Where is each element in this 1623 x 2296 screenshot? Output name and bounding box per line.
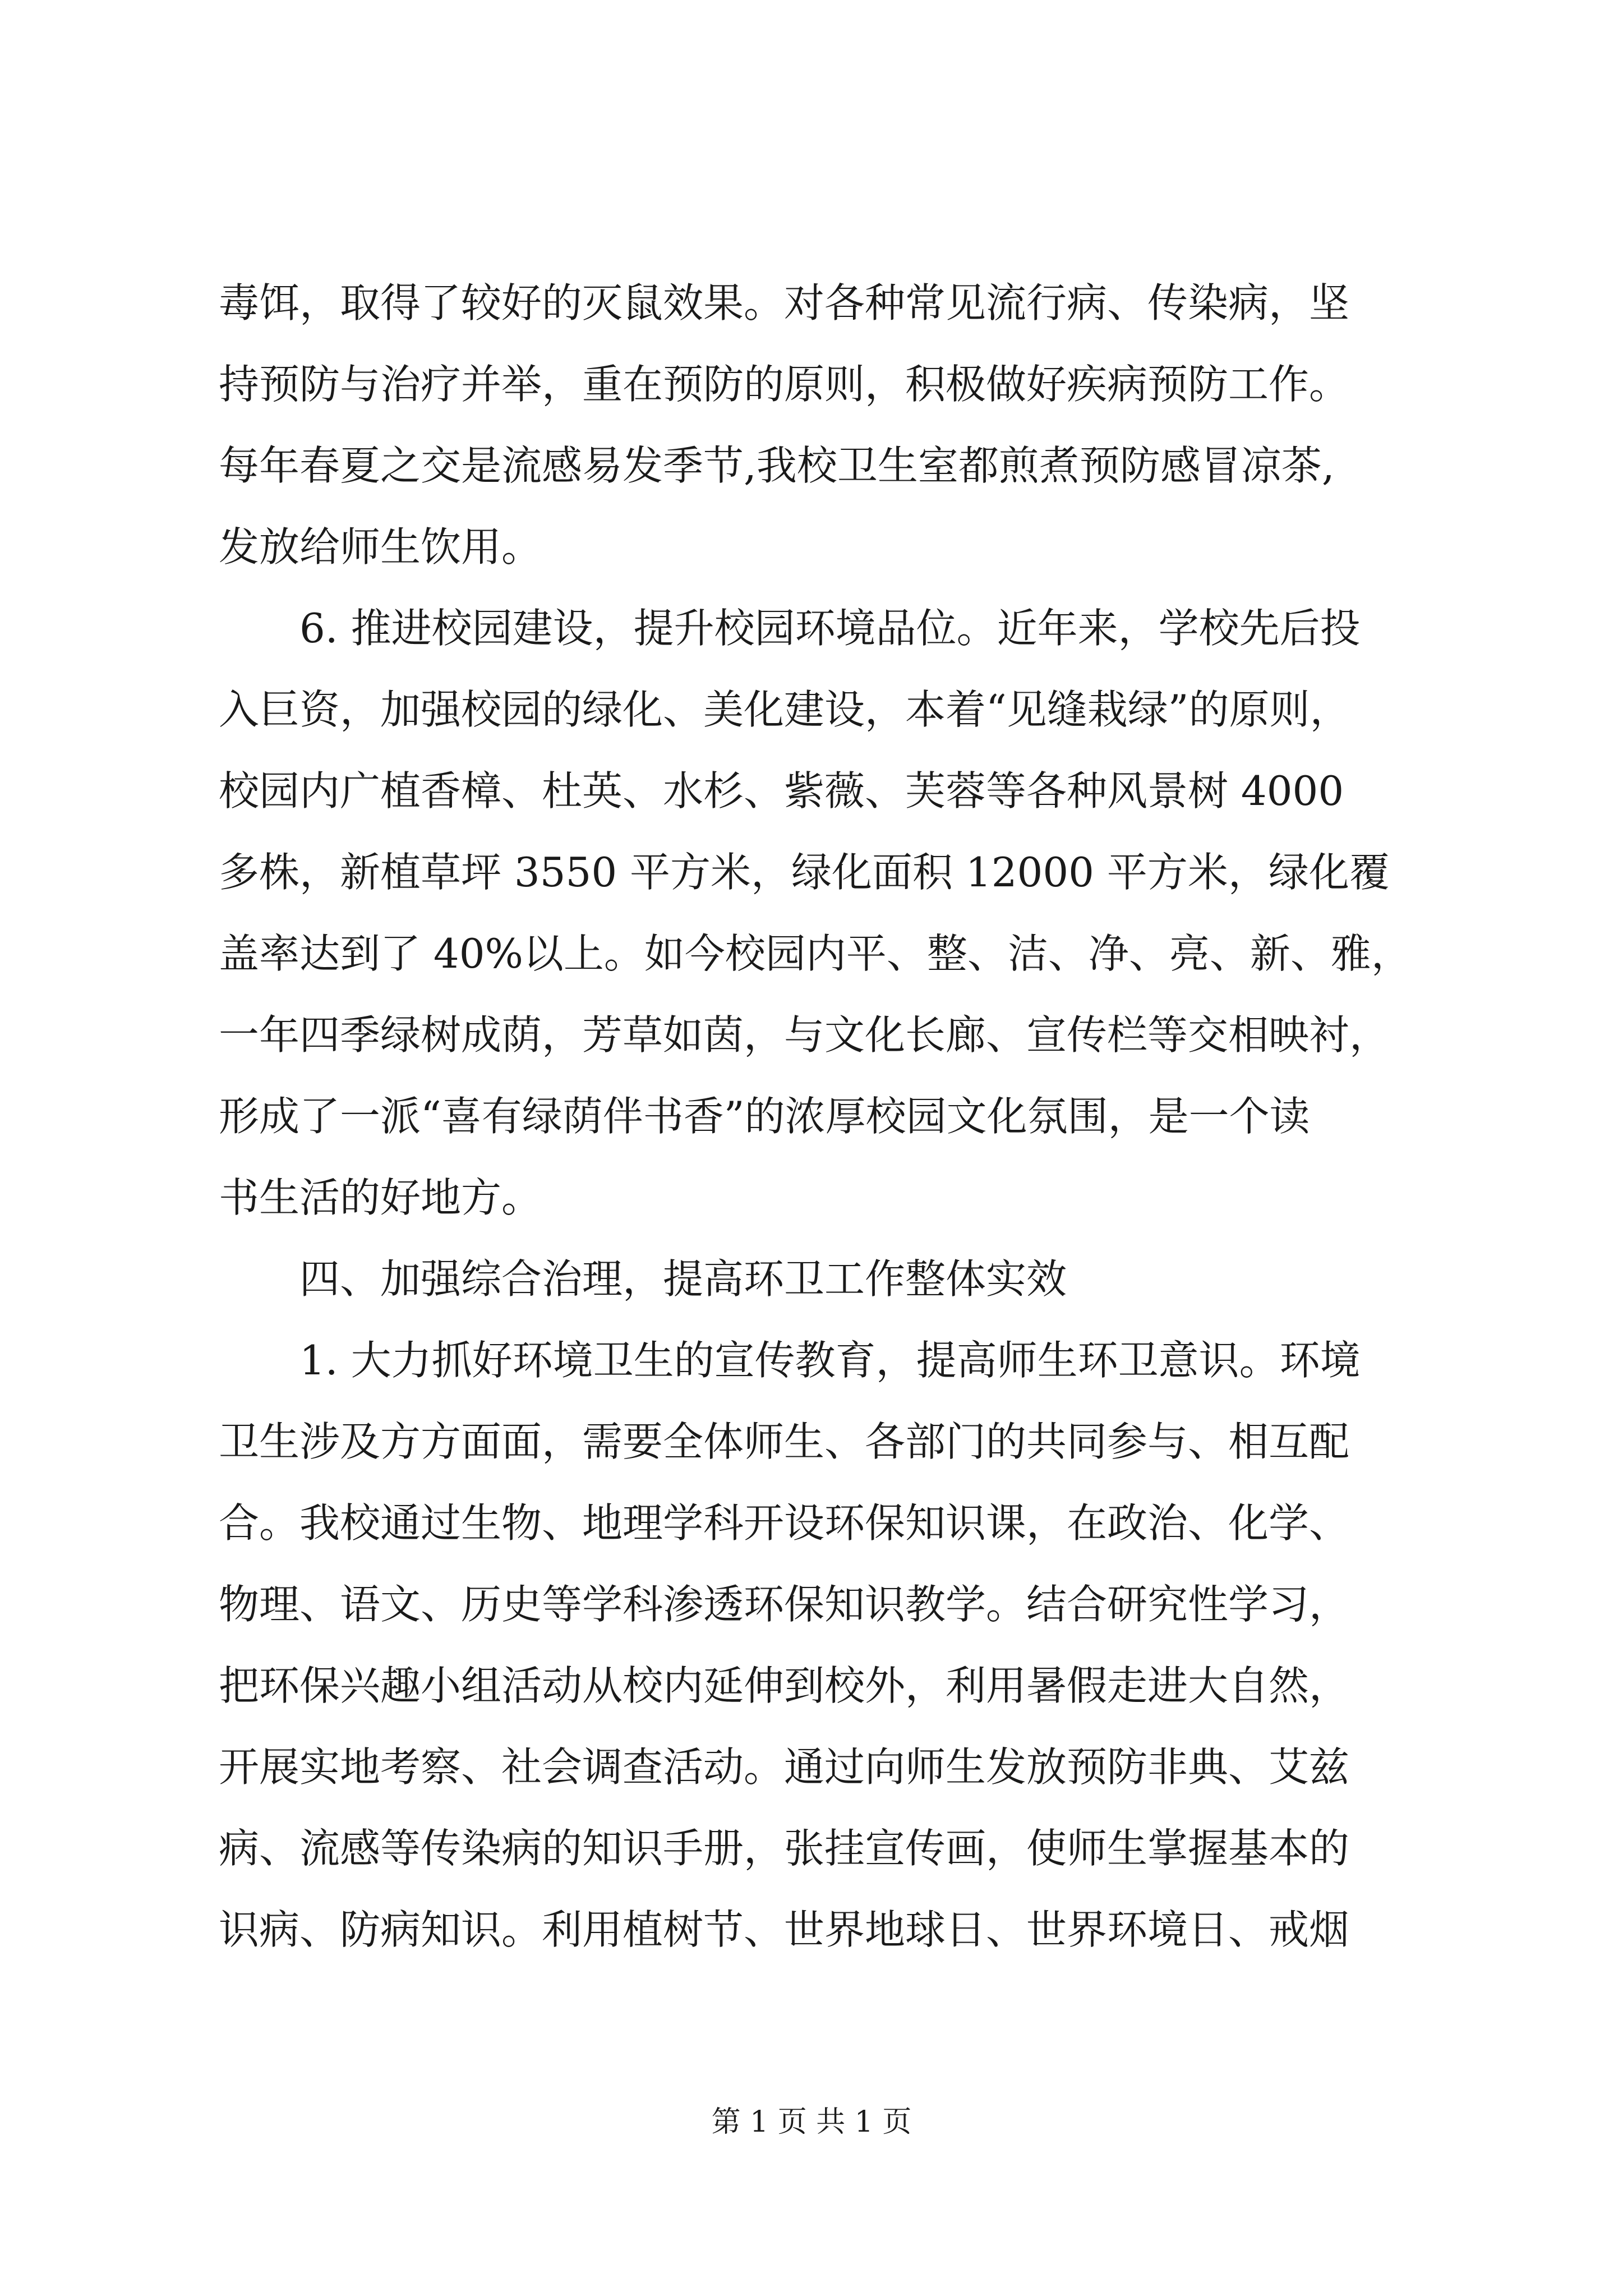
- document-body: [219, 263, 1441, 1971]
- text-line: 毒饵，取得了较好的灭鼠效果。对各种常见流行病、传染病，坚: [219, 279, 1350, 326]
- page-footer: 第 1 页 共 1 页: [711, 2105, 912, 2139]
- text-line: 1. 大力抓好环境卫生的宣传教育，提高师生环卫意识。环境: [299, 1337, 1361, 1384]
- text-line: 一年四季绿树成荫，芳草如茵，与文化长廊、宣传栏等交相映衬，: [219, 1011, 1390, 1059]
- text-line: 把环保兴趣小组活动从校内延伸到校外，利用暑假走进大自然，: [219, 1662, 1350, 1709]
- text-line: 盖率达到了 40%以上。如今校园内平、整、洁、净、亮、新、雅，: [219, 930, 1412, 977]
- text-line: 入巨资，加强校园的绿化、美化建设，本着“见缝栽绿”的原则，: [219, 686, 1350, 733]
- text-line: 发放给师生饮用。: [219, 523, 542, 570]
- text-line: 卫生涉及方方面面，需要全体师生、各部门的共同参与、相互配: [219, 1418, 1350, 1465]
- text-line: 识病、防病知识。利用植树节、世界地球日、世界环境日、戒烟: [219, 1906, 1350, 1953]
- text-line: 书生活的好地方。: [219, 1174, 542, 1221]
- text-line: 每年春夏之交是流感易发季节,我校卫生室都煎煮预防感冒凉茶,: [219, 442, 1335, 489]
- text-line: 校园内广植香樟、杜英、水杉、紫薇、芙蓉等各种风景树 4000: [219, 767, 1344, 815]
- text-line: 开展实地考察、社会调查活动。通过向师生发放预防非典、艾兹: [219, 1743, 1350, 1791]
- text-line: 合。我校通过生物、地理学科开设环保知识课，在政治、化学、: [219, 1499, 1350, 1547]
- text-line: 形成了一派“喜有绿荫伴书香”的浓厚校园文化氛围，是一个读: [219, 1093, 1310, 1140]
- text-line: 物理、语文、历史等学科渗透环保知识教学。结合研究性学习，: [219, 1581, 1350, 1628]
- text-line: 四、加强综合治理，提高环卫工作整体实效: [299, 1255, 1067, 1303]
- text-line: 持预防与治疗并举，重在预防的原则，积极做好疾病预防工作。: [219, 361, 1350, 408]
- text-line: 病、流感等传染病的知识手册，张挂宣传画，使师生掌握基本的: [219, 1825, 1350, 1872]
- text-line: 6. 推进校园建设，提升校园环境品位。近年来，学校先后投: [299, 605, 1361, 652]
- text-line: 多株，新植草坪 3550 平方米，绿化面积 12000 平方米，绿化覆: [219, 849, 1390, 896]
